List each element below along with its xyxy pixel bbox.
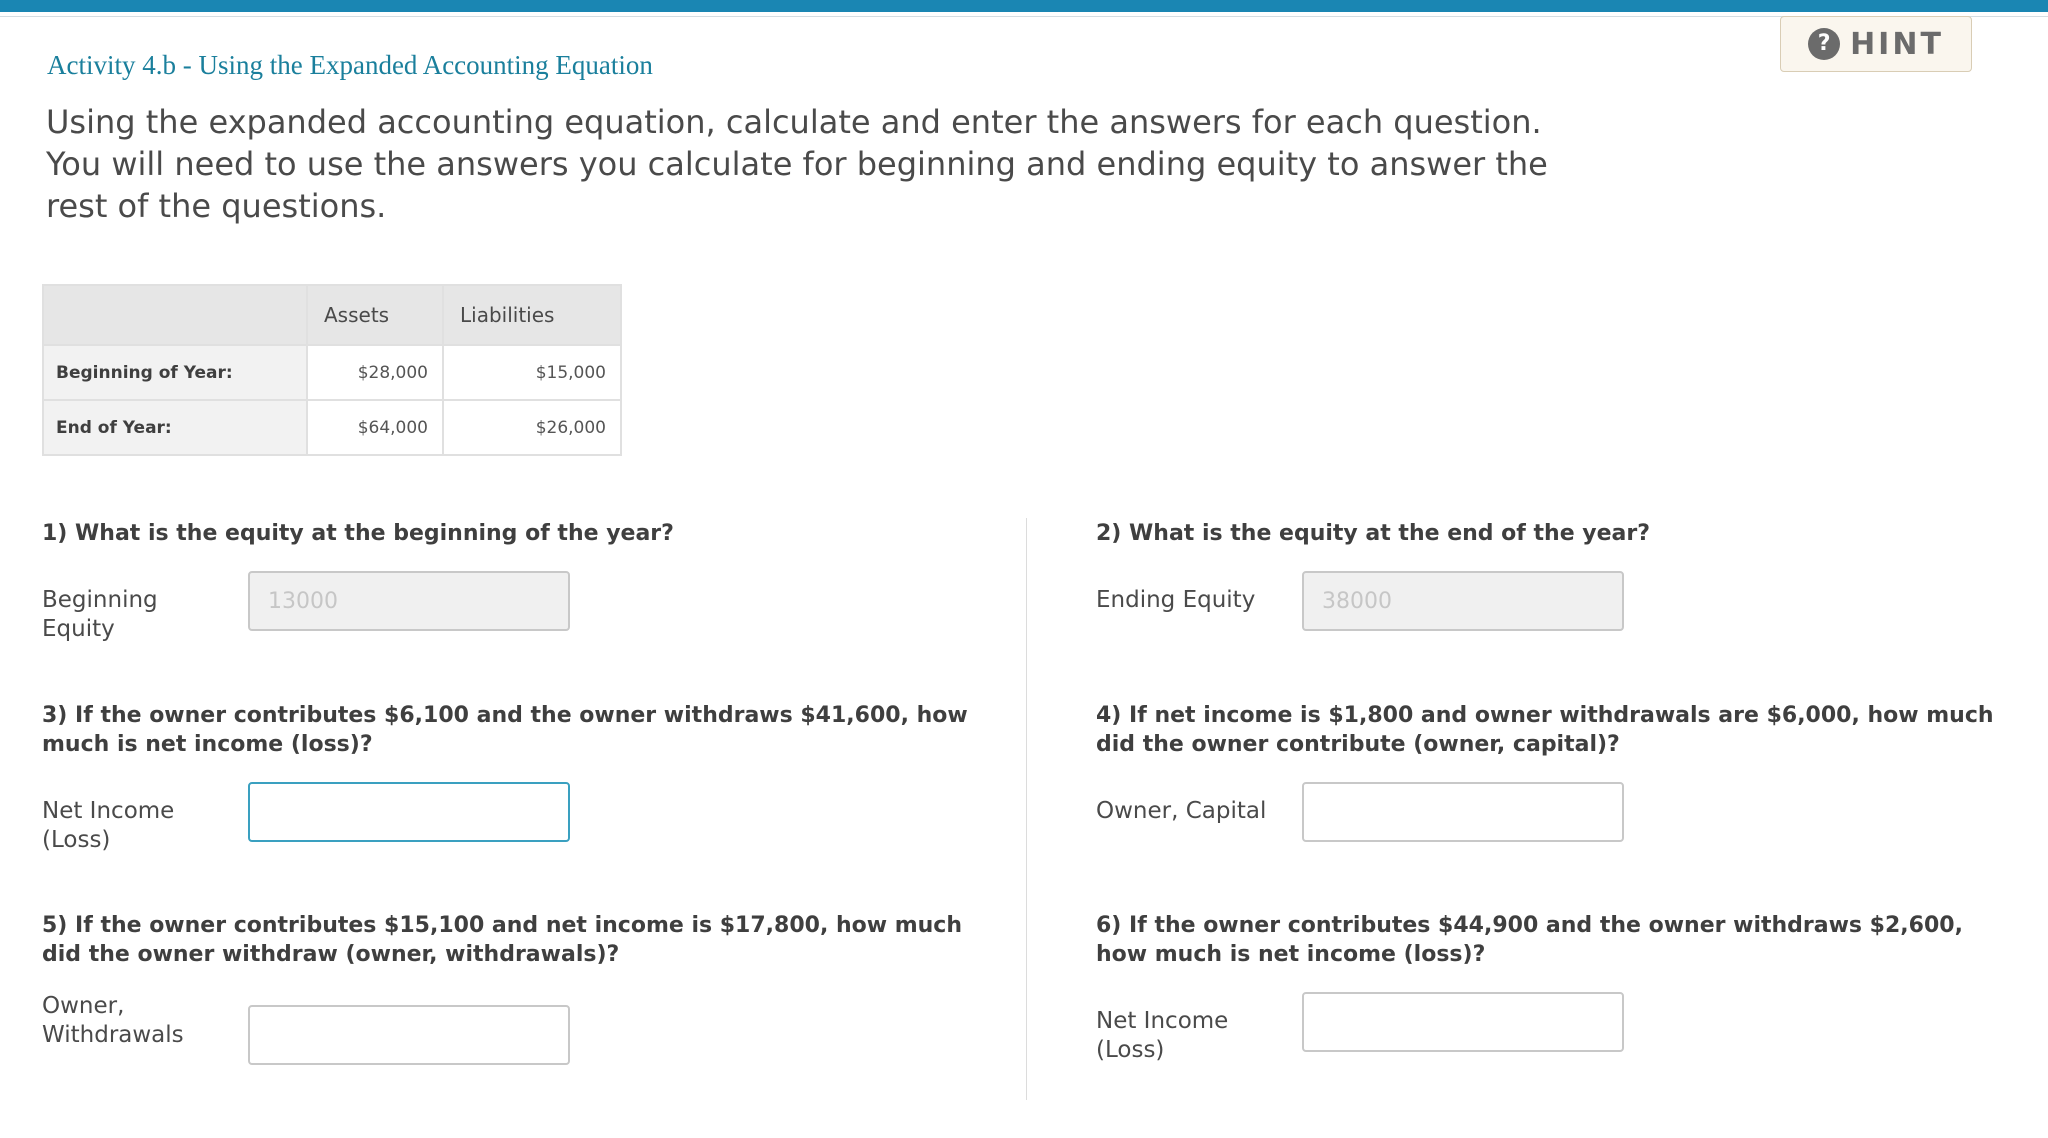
activity-title: Activity 4.b - Using the Expanded Accounting Equation: [47, 50, 653, 80]
net-income-loss-input[interactable]: [248, 782, 570, 842]
top-divider-line: [0, 16, 2048, 17]
beginning-equity-label: Beginning Equity: [42, 587, 158, 642]
question-2-prompt: 2) What is the equity at the end of the year?: [1096, 521, 1651, 546]
net-income-loss-label: Net Income (Loss): [42, 798, 175, 853]
top-accent-bar: [0, 0, 2048, 12]
table-header-empty: [43, 285, 307, 345]
question-circle-icon: ?: [1808, 28, 1840, 60]
question-4-prompt: 4) If net income is $1,800 and owner withdrawals are $6,000, how much did the owner contribute (owner, capital)?: [1096, 703, 1994, 757]
owner-capital-input[interactable]: [1302, 782, 1624, 842]
ending-equity-label: Ending Equity: [1096, 587, 1256, 613]
beginning-equity-input[interactable]: [248, 571, 570, 631]
cell-end-liabilities: $26,000: [443, 400, 621, 455]
table-header-liabilities: Liabilities: [443, 285, 621, 345]
owner-withdrawals-input[interactable]: [248, 1005, 570, 1065]
column-divider: [1026, 518, 1027, 1100]
owner-capital-label: Owner, Capital: [1096, 798, 1267, 824]
question-3-prompt: 3) If the owner contributes $6,100 and the owner withdraws $41,600, how much is net income (loss)?: [42, 703, 968, 757]
row-label-beginning: Beginning of Year:: [43, 345, 307, 400]
assets-liabilities-table: [42, 284, 622, 456]
table-header-row: [43, 285, 621, 345]
row-label-end: End of Year:: [43, 400, 307, 455]
question-5-prompt: 5) If the owner contributes $15,100 and net income is $17,800, how much did the owner withdraw (owner, withdrawals)?: [42, 913, 963, 967]
hint-label: HINT: [1850, 26, 1944, 62]
net-income-loss-label-2: Net Income (Loss): [1096, 1008, 1229, 1063]
cell-beginning-liabilities: $15,000: [443, 345, 621, 400]
net-income-loss-input-2[interactable]: [1302, 992, 1624, 1052]
hint-button[interactable]: [1780, 16, 1972, 72]
owner-withdrawals-label: Owner, Withdrawals: [42, 993, 184, 1048]
ending-equity-input[interactable]: [1302, 571, 1624, 631]
cell-end-assets: $64,000: [307, 400, 443, 455]
question-1-prompt: 1) What is the equity at the beginning of the year?: [42, 521, 674, 546]
table-row: [43, 345, 621, 400]
cell-beginning-assets: $28,000: [307, 345, 443, 400]
table-header-assets: Assets: [307, 285, 443, 345]
instructions-text: Using the expanded accounting equation, calculate and enter the answers for each question. You will need to use the answers you calculate for beginning and ending equity to answer the rest of the questions.: [46, 103, 1548, 225]
question-6-prompt: 6) If the owner contributes $44,900 and the owner withdraws $2,600, how much is net income (loss)?: [1096, 913, 1963, 967]
table-row: [43, 400, 621, 455]
